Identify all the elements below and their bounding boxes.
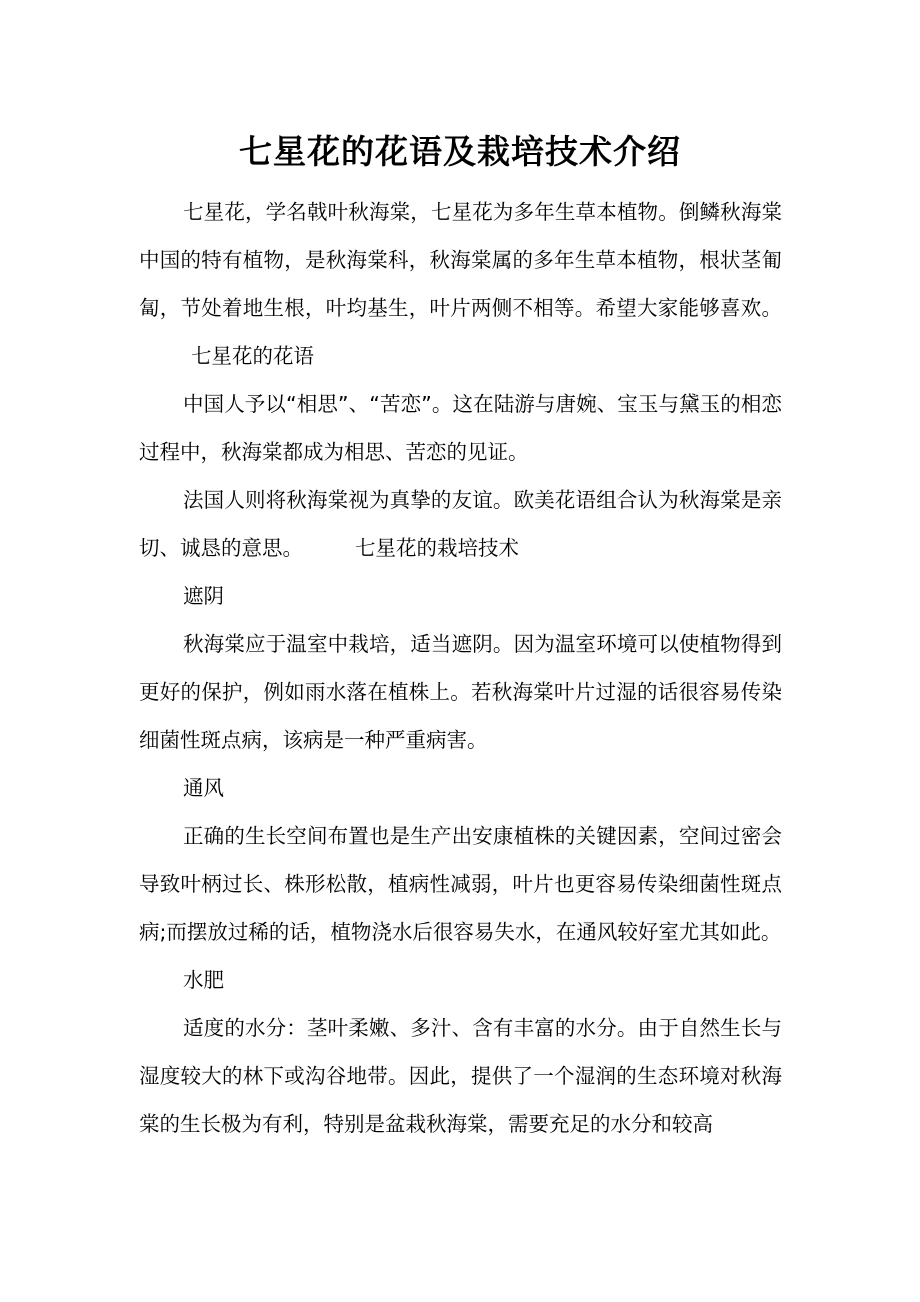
paragraph-french-meaning-text: 法国人则将秋海棠视为真挚的友谊。欧美花语组合认为秋海棠是亲切、诚恳的意思。	[139, 488, 782, 560]
document-body	[139, 188, 782, 1148]
paragraph-intro-text: 七星花，学名戟叶秋海棠，七星花为多年生草本植物。倒鳞秋海棠中国的特有植物，是秋海棠科，秋海棠属的多年生草本植物，根状茎匍匐，节处着地生根，叶均基生，叶片两侧不相等。希望大家能够喜欢。	[139, 200, 782, 320]
paragraph-french-meaning	[139, 476, 782, 572]
heading-ventilation: 通风	[183, 776, 224, 800]
heading-shading: 遮阴	[183, 584, 224, 608]
paragraph-chinese-meaning: 中国人予以“相思”、“苦恋”。这在陆游与唐婉、宝玉与黛玉的相恋过程中，秋海棠都成为相思、苦恋的见证。	[139, 392, 782, 464]
document-title: 七星花的花语及栽培技术介绍	[239, 132, 681, 171]
paragraph-intro	[139, 188, 782, 380]
heading-flower-language: 七星花的花语	[191, 344, 314, 368]
paragraph-shading: 秋海棠应于温室中栽培，适当遮阴。因为温室环境可以使植物得到更好的保护，例如雨水落在植株上。若秋海棠叶片过湿的话很容易传染细菌性斑点病，该病是一种严重病害。	[139, 632, 782, 752]
paragraph-water: 适度的水分：茎叶柔嫩、多汁、含有丰富的水分。由于自然生长与湿度较大的林下或沟谷地带。因此，提供了一个湿润的生态环境对秋海棠的生长极为有利，特别是盆栽秋海棠，需要充足的水分和较高	[139, 1016, 782, 1136]
heading-water-fertilizer: 水肥	[183, 968, 224, 992]
heading-cultivation: 七星花的栽培技术	[355, 536, 519, 560]
paragraph-ventilation: 正确的生长空间布置也是生产出安康植株的关键因素，空间过密会导致叶柄过长、株形松散，植病性减弱，叶片也更容易传染细菌性斑点病;而摆放过稀的话，植物浇水后很容易失水，在通风较好室尤其如此。	[139, 824, 782, 944]
